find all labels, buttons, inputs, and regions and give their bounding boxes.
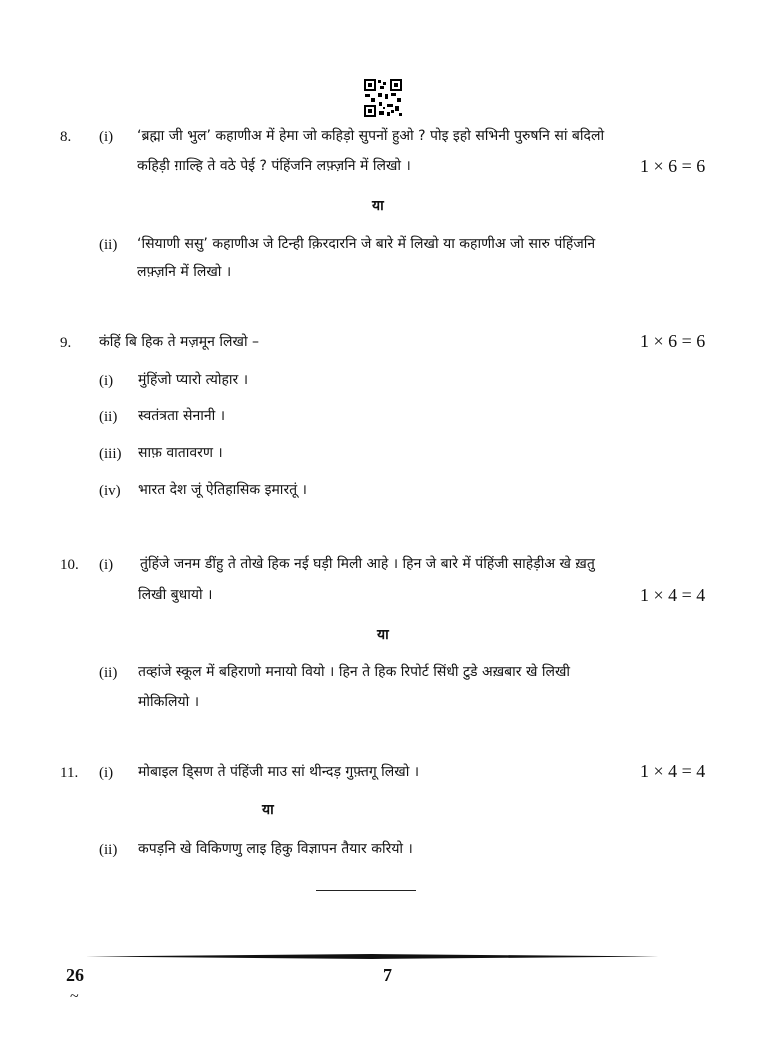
question-11-part-i-text: मोबाइल डि्सण ते पंहिंजी माउ सां थीन्दड़ गुफ़्तगू लिखो । (138, 764, 420, 780)
question-8-part-i-line2: कहिड़ी ग़ाल्हि ते वठे पेई ? पंहिंजनि लफ़्ज़नि में लिखो । (137, 158, 411, 174)
question-10-number: 10. (60, 557, 79, 573)
question-9-option-text: भारत देश जूं ऐतिहासिक इमारतूं । (138, 482, 307, 498)
question-9-option-label: (i) (99, 373, 114, 389)
question-9-option-label: (iv) (99, 483, 121, 499)
question-11-marks: 1 × 4 = 4 (640, 761, 706, 781)
question-11-part-ii-text: कपड़नि खे विकिणणु लाइ हिकु विज्ञापन तैयार करियो । (138, 841, 413, 857)
question-8-part-ii-label: (ii) (99, 237, 118, 253)
question-11-part-ii-label: (ii) (99, 842, 118, 858)
question-9-option-label: (iii) (99, 446, 122, 462)
question-10-part-ii-line2: मोकिलियो । (138, 694, 199, 710)
question-9-option-text: साफ़ वातावरण । (138, 445, 223, 461)
qr-code-icon (363, 78, 403, 118)
question-10-part-i-line2: लिखी बुधायो । (138, 587, 213, 603)
question-8-or: या (372, 198, 384, 214)
question-9-option-text: मुंहिंजो प्यारो त्योहार । (138, 372, 249, 388)
question-10-part-i-label: (i) (99, 557, 114, 573)
question-8-part-i-label: (i) (99, 129, 114, 145)
question-10-marks: 1 × 4 = 4 (640, 585, 706, 605)
question-11-or: या (262, 802, 274, 818)
end-of-paper-line (316, 890, 416, 891)
question-10-part-ii-line1: तव्हांजे स्कूल में बहिराणो मनायो वियो । हिन ते हिक रिपोर्ट सिंधी टुडे अख़बार खे लिखी (138, 664, 571, 680)
question-9-option-text: स्वतंत्रता सेनानी । (138, 408, 226, 424)
question-10-part-ii-label: (ii) (99, 665, 118, 681)
question-11-number: 11. (60, 765, 79, 781)
question-10-part-i-line1: तुंहिंजे जनम डींहु ते तोखे हिक नई घड़ी मिली आहे । हिन जे बारे में पंहिंजी साहेड़ीअ खे ख़तु (140, 556, 595, 572)
question-8-part-i-line1: ‘ब्रह्मा जी भुल’ कहाणीअ में हेमा जो कहिड़ो सुपनों हुओ ? पोइ इहो सभिनी पुरुषनि सां बदिलो (137, 128, 605, 144)
question-8-number: 8. (60, 129, 72, 145)
question-9-number: 9. (60, 335, 72, 351)
question-9-option-label: (ii) (99, 409, 118, 425)
question-9-marks: 1 × 6 = 6 (640, 331, 706, 351)
footer-code: 26 (66, 965, 84, 985)
question-8-marks: 1 × 6 = 6 (640, 156, 706, 176)
question-8-part-ii-line2: लफ़्ज़नि में लिखो । (137, 264, 232, 280)
question-11-part-i-label: (i) (99, 765, 114, 781)
footer-tilde: ~ (70, 988, 79, 1005)
page-number: 7 (383, 965, 392, 985)
footer-rule (85, 954, 659, 959)
question-9-prompt: कंहिं बि हिक ते मज़मून लिखो – (99, 334, 260, 350)
question-8-part-ii-line1: ‘सियाणी ससु’ कहाणीअ जे टिन्ही क़िरदारनि जे बारे में लिखो या कहाणीअ जो सारु पंहिंजनि (137, 236, 596, 252)
question-10-or: या (377, 627, 389, 643)
